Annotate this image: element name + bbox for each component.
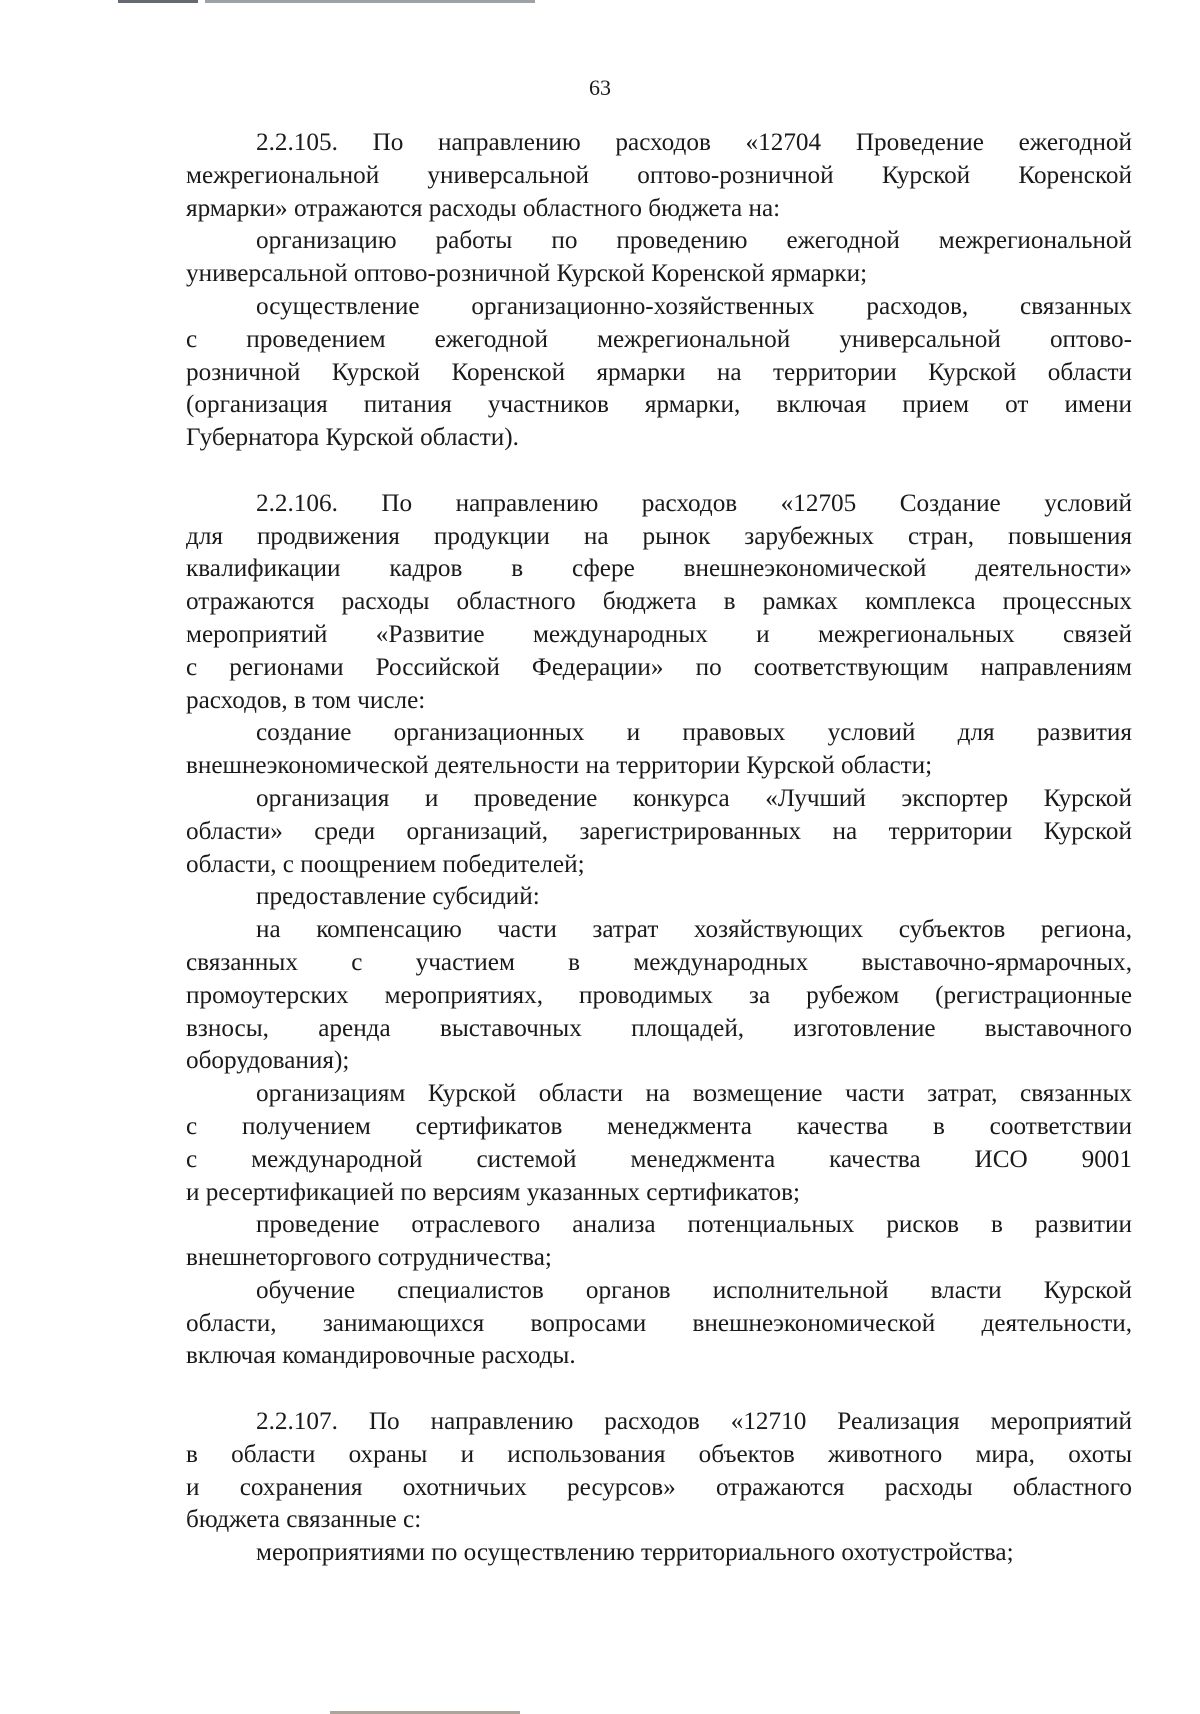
section-gap [186, 455, 1132, 488]
text-line: розничной Курской Коренской ярмарки на территории Курской области [186, 358, 1132, 386]
text-line: создание организационных и правовых условий для развития [256, 719, 1132, 747]
text-line: отражаются расходы областного бюджета в рамках комплекса процессных [186, 588, 1132, 616]
section-gap [186, 1373, 1132, 1406]
text-line: межрегиональной универсальной оптово-розничной Курской Коренской [186, 161, 1132, 189]
text-line: с международной системой менеджмента качества ИСО 9001 [186, 1145, 1132, 1173]
text-line: с получением сертификатов менеджмента качества в соответствии [186, 1112, 1132, 1140]
text-line: расходов, в том числе: [186, 686, 426, 714]
text-line: организацию работы по проведению ежегодной межрегиональной [256, 227, 1132, 255]
text-line: мероприятиями по осуществлению территориального охотустройства; [256, 1539, 1014, 1567]
text-line: (организация питания участников ярмарки, включая прием от имени [186, 391, 1132, 419]
page-number: 63 [589, 75, 611, 100]
text-line: в области охраны и использования объектов животного мира, охоты [186, 1440, 1132, 1468]
text-line: промоутерских мероприятиях, проводимых за рубежом (регистрационные [186, 981, 1132, 1009]
document-body [186, 127, 1132, 1570]
text-line: с проведением ежегодной межрегиональной универсальной оптово- [186, 325, 1132, 353]
scan-edge-mark [205, 0, 535, 3]
text-line: 2.2.105. По направлению расходов «12704 Проведение ежегодной [256, 129, 1132, 156]
text-line: внешнеэкономической деятельности на территории Курской области; [186, 752, 933, 780]
text-line: мероприятий «Развитие международных и межрегиональных связей [186, 620, 1132, 648]
text-line: с регионами Российской Федерации» по соответствующим направлениям [186, 653, 1132, 681]
section-2-2-107 [186, 1406, 1132, 1570]
text-line: оборудования); [186, 1047, 350, 1075]
section-2-2-106 [186, 488, 1132, 1374]
text-line: и сохранения охотничьих ресурсов» отражаются расходы областного [186, 1473, 1132, 1501]
text-line: обучение специалистов органов исполнительной власти Курской [256, 1276, 1132, 1304]
text-line: области, с поощрением победителей; [186, 850, 585, 878]
text-line: 2.2.106. По направлению расходов «12705 Создание условий [256, 489, 1132, 517]
text-line: взносы, аренда выставочных площадей, изготовление выставочного [186, 1014, 1132, 1042]
text-line: осуществление организационно-хозяйственных расходов, связанных [256, 292, 1132, 320]
text-line: универсальной оптово-розничной Курской Коренской ярмарки; [186, 260, 868, 288]
text-line: организациям Курской области на возмещение части затрат, связанных [256, 1080, 1132, 1108]
section-2-2-105 [186, 127, 1132, 455]
text-line: связанных с участием в международных выставочно-ярмарочных, [186, 948, 1132, 976]
scan-edge-mark [118, 0, 198, 3]
text-line: Губернатора Курской области). [186, 424, 519, 452]
text-line: проведение отраслевого анализа потенциальных рисков в развитии [256, 1211, 1132, 1239]
text-line: 2.2.107. По направлению расходов «12710 Реализация мероприятий [256, 1408, 1132, 1436]
text-line: на компенсацию части затрат хозяйствующих субъектов региона, [256, 916, 1132, 944]
text-line: бюджета связанные с: [186, 1506, 422, 1534]
text-line: для продвижения продукции на рынок зарубежных стран, повышения [186, 522, 1132, 550]
text-line: организация и проведение конкурса «Лучший экспортер Курской [256, 784, 1132, 812]
text-line: области» среди организаций, зарегистрированных на территории Курской [186, 817, 1132, 845]
text-line: области, занимающихся вопросами внешнеэкономической деятельности, [186, 1309, 1132, 1337]
text-line: предоставление субсидий: [256, 883, 540, 911]
text-line: внешнеторгового сотрудничества; [186, 1244, 552, 1272]
text-line: квалификации кадров в сфере внешнеэкономической деятельности» [186, 555, 1132, 583]
text-line: и ресертификацией по версиям указанных сертификатов; [186, 1178, 800, 1206]
text-line: включая командировочные расходы. [186, 1342, 576, 1370]
text-line: ярмарки» отражаются расходы областного бюджета на: [186, 194, 781, 222]
